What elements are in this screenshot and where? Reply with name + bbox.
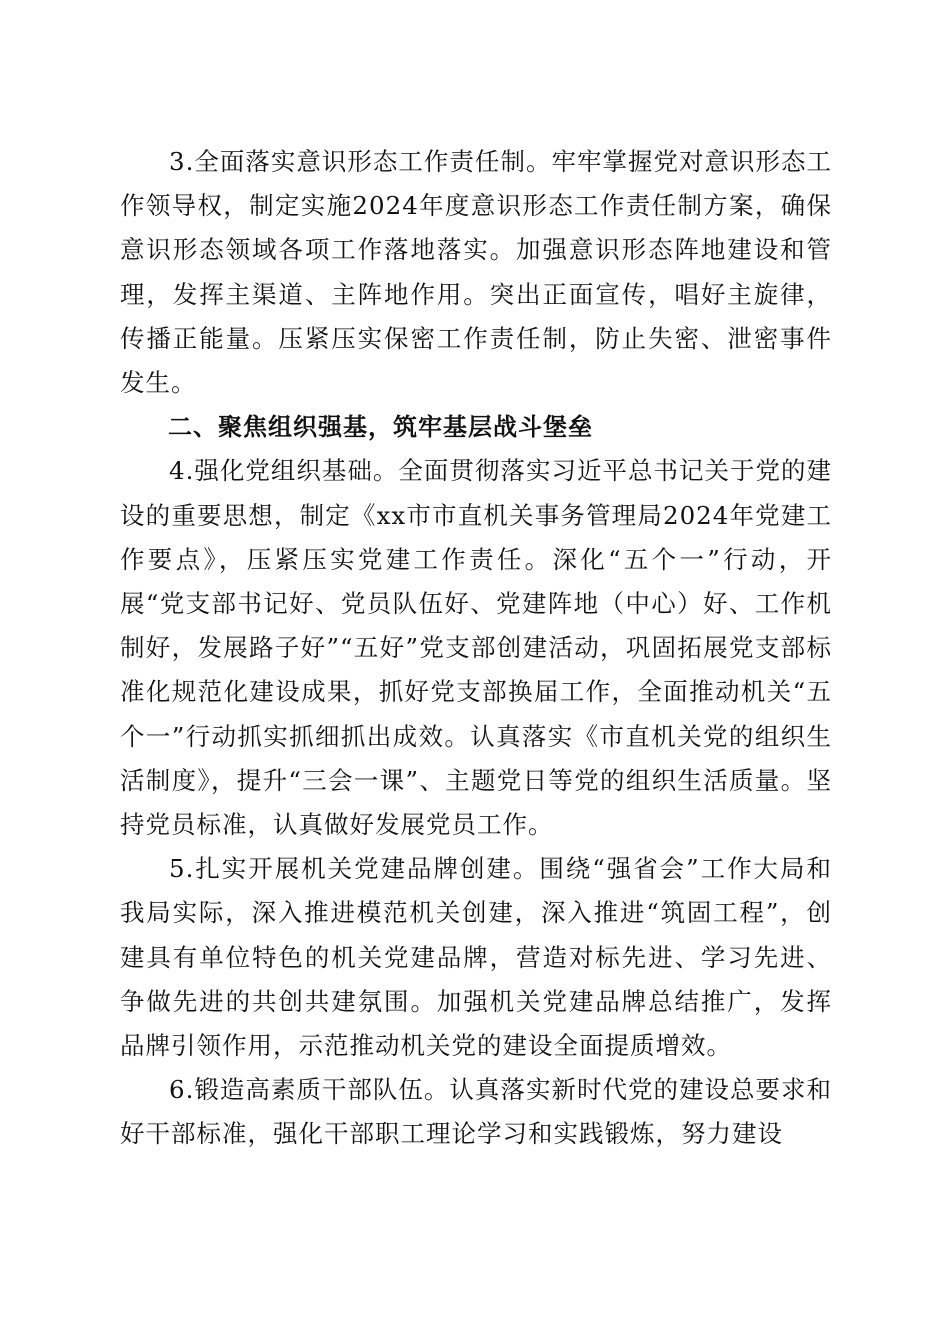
document-body — [120, 140, 832, 1157]
paragraph-ideology-responsibility: 3.全面落实意识形态工作责任制。牢牢掌握党对意识形态工作领导权，制定实施2024年度意识形态工作责任制方案，确保意识形态领域各项工作落地落实。加强意识形态阵地建设和管理，发挥主渠道、主阵地作用。突出正面宣传，唱好主旋律，传播正能量。压紧压实保密工作责任制，防止失密、泄密事件发生。 — [120, 147, 832, 398]
paragraph-party-brand-building: 5.扎实开展机关党建品牌创建。围绕“强省会”工作大局和我局实际，深入推进模范机关创建，深入推进“筑固工程”，创建具有单位特色的机关党建品牌，营造对标先进、学习先进、争做先进的共创共建氛围。加强机关党建品牌总结推广，发挥品牌引领作用，示范推动机关党的建设全面提质增效。 — [120, 854, 832, 1061]
paragraph-cadre-team: 6.锻造高素质干部队伍。认真落实新时代党的建设总要求和好干部标准，强化干部职工理论学习和实践锻炼，努力建设 — [120, 1075, 832, 1149]
section-heading-organization: 二、聚焦组织强基，筑牢基层战斗堡垒 — [168, 413, 593, 442]
paragraph-party-organization-foundation: 4.强化党组织基础。全面贯彻落实习近平总书记关于党的建设的重要思想，制定《xx市市直机关事务管理局2024年党建工作要点》，压紧压实党建工作责任。深化“五个一”行动，开展“党支部书记好、党员队伍好、党建阵地（中心）好、工作机制好，发展路子好”“五好”党支部创建活动，巩固拓展党支部标准化规范化建设成果，抓好党支部换届工作，全面推动机关“五个一”行动抓实抓细抓出成效。认真落实《市直机关党的组织生活制度》，提升“三会一课”、主题党日等党的组织生活质量。坚持党员标准，认真做好发展党员工作。 — [120, 456, 832, 840]
